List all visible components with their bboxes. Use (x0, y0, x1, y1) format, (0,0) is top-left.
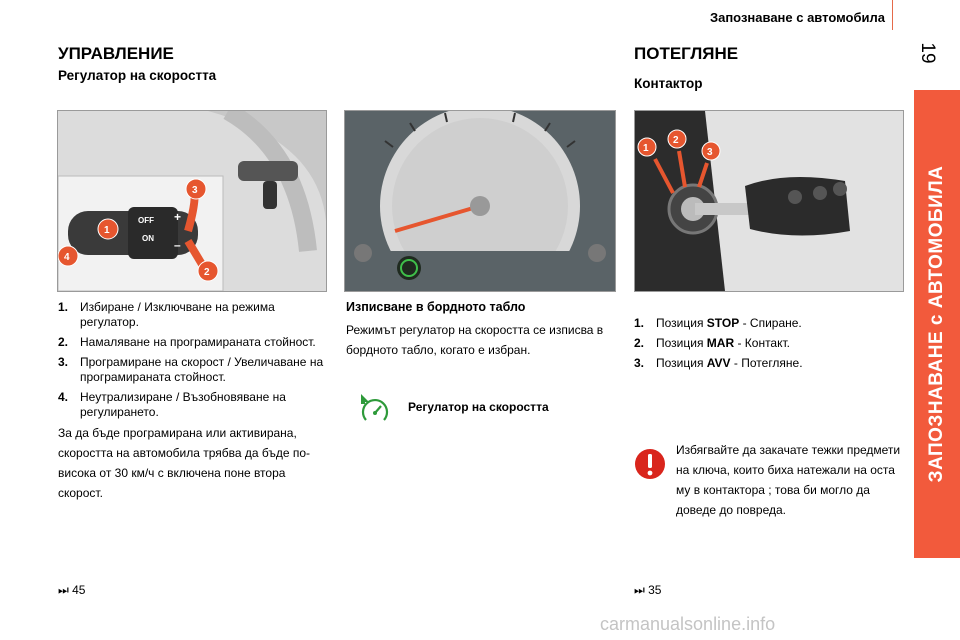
chapter-title: Запознаване с автомобила (709, 10, 885, 25)
key-bubble-1: 1 (643, 143, 649, 154)
indicator-label: Регулатор на скоростта (408, 400, 549, 414)
activation-condition-text: За да бъде програмирана или активирана, скоростта на автомобила трябва да бъде по-висока от 30 км/ч с включена поне втора скорост. (58, 426, 311, 500)
bubble-4: 4 (64, 252, 70, 263)
subtitle-cruise-control: Регулатор на скоростта (58, 68, 217, 83)
cruise-controls-list (58, 300, 326, 425)
bubble-3: 3 (192, 185, 198, 196)
list-item: 4. Неутрализиране / Възобновяване на регулирането. (58, 390, 286, 419)
cruise-indicator-icon (358, 392, 392, 431)
page-reference-left[interactable]: ⏭ 45 (58, 583, 86, 597)
on-label: ON (142, 234, 154, 243)
list-item: 3. Позиция AVV - Потегляне. (634, 356, 803, 370)
key-bubble-3: 3 (707, 147, 713, 158)
ignition-image (634, 110, 904, 292)
list-item: 2. Намаляване на програмираната стойност. (58, 335, 316, 349)
page-number: 19 (917, 42, 938, 64)
section-title-starting: ПОТЕГЛЯНЕ (634, 44, 739, 63)
minus-label: – (174, 238, 181, 252)
list-item: 1. Позиция STOP - Спиране. (634, 316, 802, 330)
list-item: 3. Програмиране на скорост / Увеличаване на програмираната стойност. (58, 355, 324, 384)
list-item: 2. Позиция MAR - Контакт. (634, 336, 790, 350)
cruise-stalk-illustration (58, 111, 326, 291)
chapter-sidebar-tab[interactable] (914, 90, 960, 558)
watermark: carmanualsonline.info (600, 614, 776, 634)
page-reference-right[interactable]: ⏭ 35 (634, 583, 662, 597)
dashboard-text: Режимът регулатор на скоростта се изписва в бордното табло, когато е избран. (346, 323, 604, 357)
list-item: 1. Избиране / Изключване на режима регулатор. (58, 300, 275, 329)
dashboard-image (344, 110, 616, 292)
dashboard-illustration (345, 111, 615, 291)
ignition-positions-list (634, 316, 902, 376)
warning-text: Избягвайте да закачате тежки предмети на ключа, които биха натежали на оста му в контактора ; това би могло да доведе до повреда. (676, 443, 901, 517)
plus-label: + (174, 210, 182, 224)
dashboard-heading: Изписване в бордното табло (346, 300, 526, 314)
warning-icon (634, 448, 666, 485)
key-bubble-2: 2 (673, 135, 679, 146)
bubble-2: 2 (204, 267, 210, 278)
subtitle-ignition: Контактор (634, 76, 703, 91)
off-label: OFF (138, 216, 154, 225)
header-divider (892, 0, 893, 30)
bubble-1: 1 (104, 225, 110, 236)
section-title-controls: УПРАВЛЕНИЕ (58, 44, 174, 63)
cruise-stalk-image (57, 110, 327, 292)
ignition-illustration (635, 111, 903, 291)
sidebar-label: ЗАПОЗНАВАНЕ с АВТОМОБИЛА (926, 165, 947, 483)
